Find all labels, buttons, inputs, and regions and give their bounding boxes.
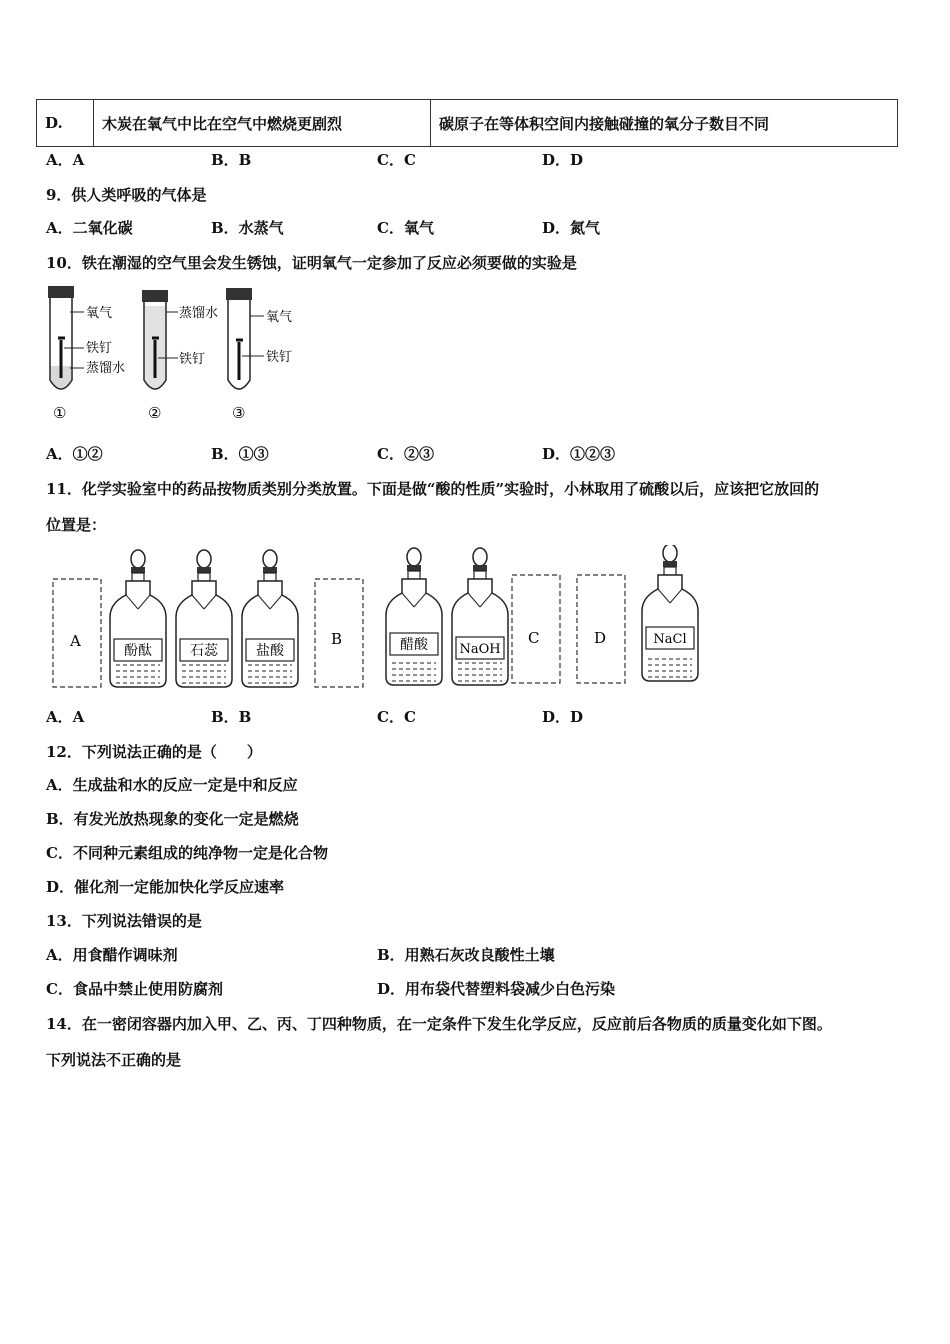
bottle-label-naoh: NaOH [459,642,501,657]
bottle-hydrochloric-acid [242,550,298,687]
bottle-label-hydrochloric-acid: 盐酸 [256,643,284,659]
slot-b [315,579,363,687]
tube-2-number: ② [148,404,162,422]
q10-option-c: C．②③ [377,445,434,463]
q9-option-b: B．水蒸气 [211,219,284,237]
slot-c [512,575,560,683]
tube-1-stopper [48,286,74,298]
q10-option-a: A．①② [46,445,103,463]
bottle-acetic-acid [386,548,442,685]
q13-option-d: D．用布袋代替塑料袋减少白色污染 [377,980,616,998]
q13-option-a: A．用食醋作调味剂 [46,946,178,964]
tube-2-label-water: 蒸馏水 [179,306,219,321]
q11-option-d: D．D [542,708,584,726]
q12-stem: 12．下列说法正确的是（ ） [46,743,262,761]
tube-3-stopper [226,288,252,300]
q11-option-a: A．A [46,708,85,726]
q13-option-b: B．用熟石灰改良酸性土壤 [377,946,555,964]
test-tube-2 [142,290,218,422]
q12-option-c: C．不同种元素组成的纯净物一定是化合物 [46,844,328,862]
tube-3-number: ③ [232,404,246,422]
q9-stem: 9．供人类呼吸的气体是 [46,186,207,204]
bottle-label-acetic-acid: 醋酸 [400,637,428,653]
bottle-litmus [176,550,232,687]
q13-option-c: C．食品中禁止使用防腐剂 [46,980,223,998]
q9-option-d: D．氮气 [542,219,601,237]
tube-2-stopper [142,290,168,302]
tube-1-number: ① [53,404,67,422]
bottle-naoh [452,548,508,685]
q10-option-b: B．①③ [211,445,269,463]
row-d-phenomenon: 木炭在氧气中比在空气中燃烧更剧烈 [94,100,431,147]
answer-table-row-d [36,99,898,147]
q12-option-b: B．有发光放热现象的变化一定是燃烧 [46,810,299,828]
q10-stem: 10．铁在潮湿的空气里会发生锈蚀，证明氧气一定参加了反应必须要做的实验是 [46,254,577,272]
q11-option-c: C．C [377,708,416,726]
q8-option-d: D．D [542,151,584,169]
q8-option-b: B．B [211,151,252,169]
tube-1-label-oxygen: 氧气 [86,306,113,321]
test-tube-1 [48,286,125,422]
q12-option-d: D．催化剂一定能加快化学反应速率 [46,878,285,896]
tube-1-label-nail: 铁钉 [86,341,113,356]
bottle-label-litmus: 石蕊 [190,643,218,659]
bottle-nacl [642,545,698,681]
q8-option-a: A．A [46,151,85,169]
slot-c-label: C [528,629,540,647]
slot-a-label: A [70,632,81,650]
q10-option-d: D．①②③ [542,445,616,463]
test-tube-figure [40,282,300,422]
q14-stem-line1: 14．在一密闭容器内加入甲、乙、丙、丁四种物质，在一定条件下发生化学反应，反应前后各物质的质量变化如下图。 [46,1015,832,1033]
tube-3-label-oxygen: 氧气 [266,310,293,325]
bottle-label-phenolphthalein: 酚酞 [124,643,152,659]
tube-2-label-nail: 铁钉 [179,352,206,367]
q11-stem-line1: 11．化学实验室中的药品按物质类别分类放置。下面是做“酸的性质”实验时，小林取用了硫酸以后，应该把它放回的 [46,480,820,498]
q13-stem: 13．下列说法错误的是 [46,912,202,930]
row-d-label: D. [37,100,94,147]
row-d-explanation: 碳原子在等体积空间内接触碰撞的氧分子数目不同 [431,100,898,147]
tube-3-label-nail: 铁钉 [266,350,293,365]
q9-option-a: A．二氧化碳 [46,219,133,237]
q11-option-b: B．B [211,708,252,726]
q12-option-a: A．生成盐和水的反应一定是中和反应 [46,776,298,794]
q8-option-c: C．C [377,151,416,169]
slot-d-label: D [594,629,607,647]
q14-stem-line2: 下列说法不正确的是 [46,1051,182,1069]
reagent-shelf-figure [48,545,708,695]
q9-option-c: C．氧气 [377,219,434,237]
q11-stem-line2: 位置是： [46,516,107,534]
slot-b-label: B [331,630,343,648]
slot-d [577,575,625,683]
test-tube-3 [226,288,292,422]
bottle-label-nacl: NaCl [653,632,687,647]
tube-1-label-water: 蒸馏水 [86,361,126,376]
bottle-phenolphthalein [110,550,166,687]
slot-a [53,579,101,687]
